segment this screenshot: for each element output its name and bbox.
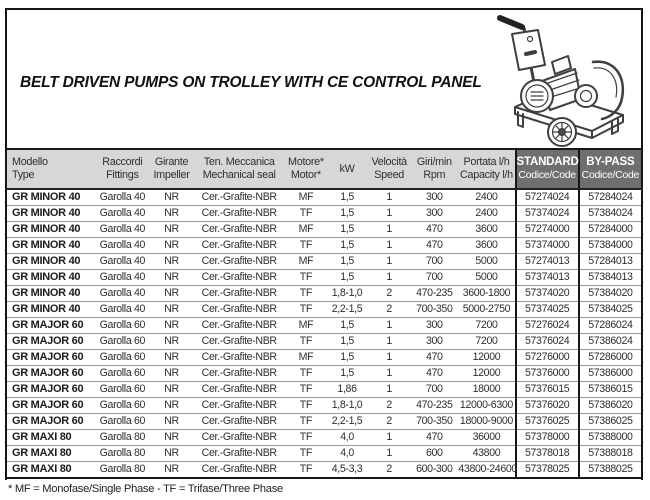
- value-cell: 1,86: [326, 382, 368, 398]
- column-header-portata-l-h: Portata l/h Capacity l/h: [458, 149, 515, 189]
- value-cell: Cer.-Grafite-NBR: [193, 254, 286, 270]
- value-cell: TF: [286, 430, 326, 446]
- value-cell: TF: [286, 382, 326, 398]
- column-header-motore-: Motore* Motor*: [286, 149, 326, 189]
- column-header-modello: Modello Type: [6, 149, 94, 189]
- value-cell: 18000: [458, 382, 515, 398]
- value-cell: Garolla 60: [94, 382, 150, 398]
- value-cell: 36000: [458, 430, 515, 446]
- value-cell: 1: [368, 270, 410, 286]
- value-cell: TF: [286, 302, 326, 318]
- value-cell: NR: [150, 366, 192, 382]
- value-cell: Garolla 80: [94, 430, 150, 446]
- value-cell: 1,5: [326, 254, 368, 270]
- standard-code-cell: 57378000: [516, 430, 579, 446]
- value-cell: 1,5: [326, 238, 368, 254]
- value-cell: Garolla 40: [94, 270, 150, 286]
- table-row: [6, 382, 642, 398]
- value-cell: Garolla 40: [94, 302, 150, 318]
- value-cell: Garolla 40: [94, 206, 150, 222]
- standard-code-cell: 57374000: [516, 238, 579, 254]
- value-cell: NR: [150, 382, 192, 398]
- value-cell: NR: [150, 398, 192, 414]
- standard-code-cell: 57274013: [516, 254, 579, 270]
- table-row: [6, 206, 642, 222]
- value-cell: TF: [286, 366, 326, 382]
- value-cell: Garolla 40: [94, 222, 150, 238]
- value-cell: Garolla 60: [94, 318, 150, 334]
- value-cell: 1: [368, 382, 410, 398]
- value-cell: 3600: [458, 238, 515, 254]
- value-cell: 18000-9000: [458, 414, 515, 430]
- value-cell: TF: [286, 446, 326, 462]
- bypass-code-cell: 57388000: [579, 430, 642, 446]
- value-cell: 470: [410, 430, 458, 446]
- value-cell: TF: [286, 270, 326, 286]
- standard-code-cell: 57378025: [516, 462, 579, 479]
- value-cell: NR: [150, 318, 192, 334]
- value-cell: NR: [150, 446, 192, 462]
- value-cell: TF: [286, 414, 326, 430]
- value-cell: 1,5: [326, 366, 368, 382]
- value-cell: 3600: [458, 222, 515, 238]
- value-cell: NR: [150, 414, 192, 430]
- value-cell: Cer.-Grafite-NBR: [193, 366, 286, 382]
- value-cell: MF: [286, 318, 326, 334]
- table-row: [6, 302, 642, 318]
- bypass-code-cell: 57384020: [579, 286, 642, 302]
- value-cell: 1: [368, 366, 410, 382]
- model-name-cell: GR MAXI 80: [6, 430, 94, 446]
- bypass-code-cell: 57388025: [579, 462, 642, 479]
- value-cell: 2: [368, 302, 410, 318]
- value-cell: Cer.-Grafite-NBR: [193, 334, 286, 350]
- value-cell: Cer.-Grafite-NBR: [193, 222, 286, 238]
- value-cell: 470: [410, 350, 458, 366]
- value-cell: NR: [150, 254, 192, 270]
- model-name-cell: GR MAXI 80: [6, 446, 94, 462]
- bypass-code-cell: 57386024: [579, 334, 642, 350]
- model-name-cell: GR MAJOR 60: [6, 334, 94, 350]
- value-cell: Cer.-Grafite-NBR: [193, 350, 286, 366]
- page-title: BELT DRIVEN PUMPS ON TROLLEY WITH CE CONTROL PANEL: [20, 74, 482, 91]
- value-cell: 600-300: [410, 462, 458, 479]
- standard-code-cell: 57276000: [516, 350, 579, 366]
- value-cell: 300: [410, 206, 458, 222]
- column-header-girante: Girante Impeller: [150, 149, 192, 189]
- standard-code-cell: 57376024: [516, 334, 579, 350]
- table-row: [6, 430, 642, 446]
- bypass-code-cell: 57384024: [579, 206, 642, 222]
- value-cell: MF: [298, 191, 314, 203]
- value-cell: 3600-1800: [458, 286, 515, 302]
- value-cell: NR: [150, 350, 192, 366]
- standard-code-cell: 57374024: [516, 206, 579, 222]
- value-cell: 700-350: [410, 302, 458, 318]
- value-cell: 1: [368, 334, 410, 350]
- value-cell: 1: [368, 318, 410, 334]
- value-cell: 1,5: [326, 334, 368, 350]
- table-row: [6, 446, 642, 462]
- bypass-code-cell: 57386015: [579, 382, 642, 398]
- value-cell: Cer.-Grafite-NBR: [193, 414, 286, 430]
- model-name-cell: GR MAJOR 60: [6, 366, 94, 382]
- value-cell: 2: [368, 462, 410, 479]
- value-cell: 2400: [458, 206, 515, 222]
- value-cell: Cer.-Grafite-NBR: [193, 238, 286, 254]
- value-cell: 12000: [458, 350, 515, 366]
- value-cell: 700: [410, 254, 458, 270]
- value-cell: 7200: [458, 334, 515, 350]
- model-name-cell: GR MINOR 40: [6, 270, 94, 286]
- value-cell: 4,0: [326, 446, 368, 462]
- pump-head: [575, 85, 597, 107]
- table-row: [6, 398, 642, 414]
- value-cell: 470: [410, 222, 458, 238]
- model-name-cell: GR MINOR 40: [12, 191, 81, 203]
- value-cell: 7200: [458, 318, 515, 334]
- value-cell: Cer.-Grafite-NBR: [193, 286, 286, 302]
- bypass-code-cell: 57284013: [579, 254, 642, 270]
- value-cell: 2400: [475, 191, 498, 203]
- bypass-code-cell: 57384025: [579, 302, 642, 318]
- value-cell: Cer.-Grafite-NBR: [193, 462, 286, 479]
- value-cell: 1: [368, 238, 410, 254]
- model-name-cell: GR MAJOR 60: [6, 382, 94, 398]
- standard-code-cell: 57376020: [516, 398, 579, 414]
- bypass-code-cell: 57384013: [579, 270, 642, 286]
- value-cell: 1,5: [340, 191, 354, 203]
- value-cell: 12000-6300: [458, 398, 515, 414]
- table-row: [6, 334, 642, 350]
- model-name-cell: GR MAJOR 60: [6, 398, 94, 414]
- table-header-row: [6, 149, 642, 189]
- value-cell: Cer.-Grafite-NBR: [193, 446, 286, 462]
- column-header-giri-min: Giri/min Rpm: [410, 149, 458, 189]
- product-table: [5, 148, 643, 479]
- value-cell: MF: [286, 350, 326, 366]
- value-cell: 2: [368, 286, 410, 302]
- value-cell: 5000: [458, 254, 515, 270]
- value-cell: 470: [410, 366, 458, 382]
- table-row: [6, 254, 642, 270]
- value-cell: 1,8-1,0: [326, 286, 368, 302]
- value-cell: 1: [386, 191, 392, 203]
- bypass-code-cell: 57386020: [579, 398, 642, 414]
- value-cell: NR: [150, 462, 192, 479]
- value-cell: Garolla 60: [94, 398, 150, 414]
- value-cell: NR: [150, 302, 192, 318]
- value-cell: 700: [410, 270, 458, 286]
- column-header-velocit-: Velocità Speed: [368, 149, 410, 189]
- value-cell: Garolla 60: [94, 350, 150, 366]
- table-row: [6, 270, 642, 286]
- value-cell: NR: [164, 191, 179, 203]
- model-name-cell: GR MINOR 40: [6, 222, 94, 238]
- standard-code-cell: 57276024: [516, 318, 579, 334]
- bypass-code-cell: 57386025: [579, 414, 642, 430]
- model-name-cell: GR MAJOR 60: [6, 414, 94, 430]
- value-cell: NR: [150, 334, 192, 350]
- standard-code-cell: 57376025: [516, 414, 579, 430]
- value-cell: 2: [368, 398, 410, 414]
- model-name-cell: GR MINOR 40: [6, 302, 94, 318]
- value-cell: 300: [410, 334, 458, 350]
- value-cell: MF: [286, 254, 326, 270]
- value-cell: Garolla 60: [94, 414, 150, 430]
- standard-code-cell: 57274024: [516, 189, 579, 206]
- value-cell: 700: [410, 382, 458, 398]
- column-header-by-pass: BY-PASS Codice/Code: [579, 149, 642, 189]
- pump-trolley-illustration: [482, 10, 642, 150]
- value-cell: 470: [410, 238, 458, 254]
- model-name-cell: GR MINOR 40: [6, 254, 94, 270]
- value-cell: Garolla 40: [99, 191, 146, 203]
- value-cell: 5000: [458, 270, 515, 286]
- bypass-code-cell: 57286000: [579, 350, 642, 366]
- value-cell: 2,2-1,5: [326, 302, 368, 318]
- value-cell: 300: [410, 318, 458, 334]
- table-row: [6, 350, 642, 366]
- model-name-cell: GR MAJOR 60: [6, 350, 94, 366]
- value-cell: 1,5: [326, 318, 368, 334]
- value-cell: 1,8-1,0: [326, 398, 368, 414]
- model-name-cell: GR MINOR 40: [6, 286, 94, 302]
- standard-code-cell: 57274000: [516, 222, 579, 238]
- value-cell: 1: [368, 206, 410, 222]
- table-row: [6, 286, 642, 302]
- model-name-cell: GR MINOR 40: [6, 206, 94, 222]
- standard-code-cell: 57374020: [516, 286, 579, 302]
- table-row: [6, 189, 642, 206]
- model-name-cell: GR MINOR 40: [6, 238, 94, 254]
- value-cell: NR: [150, 286, 192, 302]
- value-cell: Garolla 40: [94, 286, 150, 302]
- value-cell: NR: [150, 206, 192, 222]
- column-header-standard: STANDARD Codice/Code: [516, 149, 579, 189]
- value-cell: 1,5: [326, 206, 368, 222]
- value-cell: NR: [150, 222, 192, 238]
- value-cell: Cer.-Grafite-NBR: [193, 430, 286, 446]
- model-name-cell: GR MAXI 80: [6, 462, 94, 479]
- bypass-code-cell: 57286024: [579, 318, 642, 334]
- value-cell: 1,5: [326, 270, 368, 286]
- table-row: [6, 238, 642, 254]
- value-cell: TF: [286, 206, 326, 222]
- value-cell: 700-350: [410, 414, 458, 430]
- value-cell: TF: [286, 286, 326, 302]
- column-header-raccordi: Raccordi Fittings: [94, 149, 150, 189]
- value-cell: 1,5: [326, 222, 368, 238]
- table-body: [6, 189, 642, 478]
- control-panel: [512, 30, 545, 70]
- value-cell: Cer.-Grafite-NBR: [193, 398, 286, 414]
- bypass-code-cell: 57384000: [579, 238, 642, 254]
- standard-code-cell: 57378018: [516, 446, 579, 462]
- standard-code-cell: 57376000: [516, 366, 579, 382]
- value-cell: Cer.-Grafite-NBR: [193, 270, 286, 286]
- value-cell: 5000-2750: [458, 302, 515, 318]
- value-cell: 1: [368, 446, 410, 462]
- bypass-code-cell: 57284000: [579, 222, 642, 238]
- value-cell: TF: [286, 238, 326, 254]
- value-cell: Garolla 80: [94, 446, 150, 462]
- table-row: [6, 414, 642, 430]
- table-row: [6, 462, 642, 479]
- value-cell: TF: [286, 462, 326, 479]
- bypass-code-cell: 57388018: [579, 446, 642, 462]
- value-cell: 1: [368, 350, 410, 366]
- value-cell: NR: [150, 238, 192, 254]
- value-cell: 43800-24600: [458, 462, 515, 479]
- value-cell: Cer.-Grafite-NBR: [193, 302, 286, 318]
- value-cell: 300: [425, 191, 443, 203]
- value-cell: Garolla 40: [94, 238, 150, 254]
- value-cell: Cer.-Grafite-NBR: [193, 206, 286, 222]
- value-cell: 470-235: [410, 398, 458, 414]
- value-cell: 1: [368, 254, 410, 270]
- value-cell: 2,2-1,5: [326, 414, 368, 430]
- column-header-kw: kW: [326, 149, 368, 189]
- value-cell: Cer.-Grafite-NBR: [193, 382, 286, 398]
- value-cell: 1: [368, 430, 410, 446]
- table-row: [6, 318, 642, 334]
- value-cell: 1,5: [326, 350, 368, 366]
- value-cell: 1: [368, 222, 410, 238]
- value-cell: NR: [150, 270, 192, 286]
- value-cell: Garolla 40: [94, 254, 150, 270]
- bypass-code-cell: 57284024: [579, 189, 642, 206]
- standard-code-cell: 57374013: [516, 270, 579, 286]
- value-cell: TF: [286, 398, 326, 414]
- value-cell: TF: [286, 334, 326, 350]
- table-row: [6, 222, 642, 238]
- value-cell: 12000: [458, 366, 515, 382]
- bypass-code-cell: 57386000: [579, 366, 642, 382]
- standard-code-cell: 57374025: [516, 302, 579, 318]
- value-cell: Cer.-Grafite-NBR: [201, 191, 277, 203]
- column-header-ten-meccanica: Ten. Meccanica Mechanical seal: [193, 149, 286, 189]
- value-cell: Garolla 60: [94, 366, 150, 382]
- standard-code-cell: 57376015: [516, 382, 579, 398]
- model-name-cell: GR MAJOR 60: [6, 318, 94, 334]
- value-cell: 4,0: [326, 430, 368, 446]
- value-cell: 4,5-3,3: [326, 462, 368, 479]
- page-border: [5, 8, 643, 480]
- value-cell: Garolla 80: [94, 462, 150, 479]
- value-cell: 470-235: [410, 286, 458, 302]
- table-row: [6, 366, 642, 382]
- value-cell: Garolla 60: [94, 334, 150, 350]
- value-cell: NR: [150, 430, 192, 446]
- footnote: * MF = Monofase/Single Phase - TF = Trifase/Three Phase: [8, 483, 283, 495]
- value-cell: 2: [368, 414, 410, 430]
- handle-grip: [500, 18, 522, 27]
- value-cell: 43800: [458, 446, 515, 462]
- value-cell: MF: [286, 222, 326, 238]
- value-cell: 600: [410, 446, 458, 462]
- value-cell: Cer.-Grafite-NBR: [193, 318, 286, 334]
